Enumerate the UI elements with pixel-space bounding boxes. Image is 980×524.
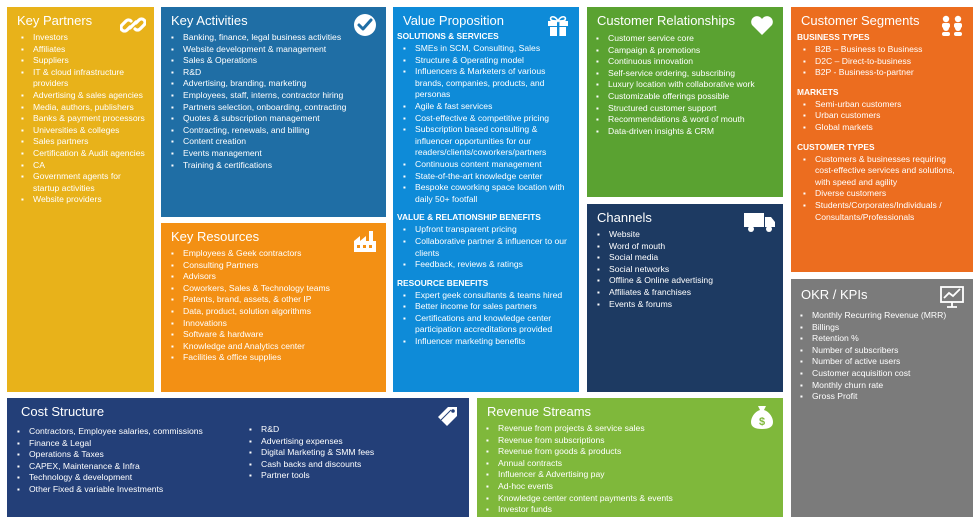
section-list	[793, 154, 969, 224]
section	[793, 87, 969, 134]
cost-structure-block	[7, 398, 469, 517]
list-item: ▪ Banking, finance, legal business activities	[171, 32, 381, 44]
revenue-streams-title: Revenue Streams	[487, 404, 592, 419]
list-item: ▪ Content creation	[171, 136, 381, 148]
list-item: ▪ Media, authors, publishers	[21, 102, 149, 114]
list-item: ▪ Sales partners	[21, 136, 149, 148]
customer-segments-sections	[793, 32, 969, 231]
list-item: ▪ CAPEX, Maintenance & Infra	[17, 461, 239, 473]
customer-relationships-block	[587, 7, 783, 197]
list-item: ▪ Affiliates & franchises	[597, 287, 780, 299]
list-item: ▪ Monthly Recurring Revenue (MRR)	[800, 310, 970, 322]
list-item: ▪ Annual contracts	[486, 458, 778, 470]
key-resources-block	[161, 223, 386, 392]
list-item: ▪ Partners selection, onboarding, contracting	[171, 102, 381, 114]
list-item: ▪ Finance & Legal	[17, 438, 239, 450]
section	[393, 278, 579, 348]
section-heading: SOLUTIONS & SERVICES	[397, 31, 499, 41]
customer-relationships-title: Customer Relationships	[597, 13, 736, 28]
list-item: ▪ Website providers	[21, 194, 149, 206]
list-item: ▪ Investors	[21, 32, 149, 44]
list-item: ▪ Operations & Taxes	[17, 449, 239, 461]
list-item: ▪ Advertising, branding, marketing	[171, 78, 381, 90]
cost-structure-list-right	[249, 424, 464, 482]
channels-title: Channels	[597, 210, 652, 225]
list-item: ▪ Events management	[171, 148, 381, 160]
list-item: ▪ Revenue from goods & products	[486, 446, 778, 458]
list-item: ▪ Collaborative partner & influencer to our clients	[403, 236, 575, 259]
list-item: ▪ Urban customers	[803, 110, 965, 122]
list-item: ▪ Universities & colleges	[21, 125, 149, 137]
list-item: ▪ SMEs in SCM, Consulting, Sales	[403, 43, 575, 55]
list-item: ▪ Expert geek consultants & teams hired	[403, 290, 575, 302]
list-item: ▪ Technology & development	[17, 472, 239, 484]
list-item: ▪ Monthly churn rate	[800, 380, 970, 392]
list-item: ▪ Number of active users	[800, 356, 970, 368]
list-item: ▪ IT & cloud infrastructure providers	[21, 67, 149, 90]
chart-board-icon	[939, 285, 965, 309]
money-bag-dollar: $	[758, 416, 766, 428]
list-item: ▪ Website development & management	[171, 44, 381, 56]
section	[793, 32, 969, 79]
list-item: ▪ Social networks	[597, 264, 780, 276]
key-resources-title: Key Resources	[171, 229, 260, 244]
list-item: ▪ Upfront transparent pricing	[403, 224, 575, 236]
key-activities-list	[171, 32, 381, 171]
channels-list	[597, 229, 780, 310]
section-heading: BUSINESS TYPES	[797, 32, 870, 42]
list-item: ▪ Diverse customers	[803, 188, 965, 200]
key-partners-block	[7, 7, 154, 392]
customer-relationships-list	[596, 33, 780, 137]
key-resources-list	[171, 248, 383, 364]
list-item: ▪ CA	[21, 160, 149, 172]
list-item: ▪ Affiliates	[21, 44, 149, 56]
list-item: ▪ Revenue from projects & service sales	[486, 423, 778, 435]
list-item: ▪ Customizable offerings possible	[596, 91, 780, 103]
list-item: ▪ Bespoke coworking space location with daily 50+ footfall	[403, 182, 575, 205]
list-item: ▪ R&D	[171, 67, 381, 79]
list-item: ▪ Students/Corporates/Individuals / Consultants/Professionals	[803, 200, 965, 223]
list-item: ▪ Campaign & promotions	[596, 45, 780, 57]
list-item: ▪ Digital Marketing & SMM fees	[249, 447, 464, 459]
customer-segments-block	[791, 7, 973, 272]
key-partners-list	[21, 32, 149, 206]
list-item: ▪ Gross Profit	[800, 391, 970, 403]
list-item: ▪ Facilities & office supplies	[171, 352, 383, 364]
section-heading: CUSTOMER TYPES	[797, 141, 875, 152]
list-item: ▪ Word of mouth	[597, 241, 780, 253]
list-item: ▪ Advisors	[171, 271, 383, 283]
list-item: ▪ Influencer marketing benefits	[403, 336, 575, 348]
section-list	[793, 44, 969, 79]
list-item: ▪ R&D	[249, 424, 464, 436]
list-item: ▪ Government agents for startup activities	[21, 171, 149, 194]
list-item: ▪ Knowledge center content payments & events	[486, 493, 778, 505]
list-item: ▪ Knowledge and Analytics center	[171, 341, 383, 353]
list-item: ▪ Better income for sales partners	[403, 301, 575, 313]
list-item: ▪ Employees & Geek contractors	[171, 248, 383, 260]
list-item: ▪ Employees, staff, interns, contractor hiring	[171, 90, 381, 102]
okr-kpis-block	[791, 279, 973, 517]
list-item: ▪ Customer service core	[596, 33, 780, 45]
list-item: ▪ Luxury location with collaborative work	[596, 79, 780, 91]
list-item: ▪ State-of-the-art knowledge center	[403, 171, 575, 183]
list-item: ▪ Customers & businesses requiring cost-effective services and solutions, with speed and agility	[803, 154, 965, 189]
section-heading: MARKETS	[797, 86, 839, 97]
list-item: ▪ Structured customer support	[596, 103, 780, 115]
list-item: ▪ Cash backs and discounts	[249, 459, 464, 471]
list-item: ▪ Contractors, Employee salaries, commissions	[17, 426, 239, 438]
customer-segments-title: Customer Segments	[801, 13, 920, 28]
channels-block	[587, 204, 783, 392]
list-item: ▪ Suppliers	[21, 55, 149, 67]
revenue-streams-list	[486, 423, 778, 516]
list-item: ▪ Self-service ordering, subscribing	[596, 68, 780, 80]
list-item: ▪ Recommendations & word of mouth	[596, 114, 780, 126]
list-item: ▪ Contracting, renewals, and billing	[171, 125, 381, 137]
section	[393, 31, 579, 205]
key-activities-title: Key Activities	[171, 13, 248, 28]
revenue-streams-block	[477, 398, 783, 517]
value-proposition-block	[393, 7, 579, 392]
section-list	[393, 290, 579, 348]
list-item: ▪ Subscription based consulting & influencer opportunities for our readers/clients/coworkers/partners	[403, 124, 575, 159]
list-item: ▪ Quotes & subscription management	[171, 113, 381, 125]
list-item: ▪ Revenue from subscriptions	[486, 435, 778, 447]
list-item: ▪ B2B – Business to Business	[803, 44, 965, 56]
key-partners-title: Key Partners	[17, 13, 93, 28]
list-item: ▪ Ad-hoc events	[486, 481, 778, 493]
okr-kpis-title: OKR / KPIs	[801, 287, 868, 302]
section	[393, 212, 579, 270]
list-item: ▪ Banks & payment processors	[21, 113, 149, 125]
list-item: ▪ Data, product, solution algorithms	[171, 306, 383, 318]
okr-kpis-list	[800, 310, 970, 403]
list-item: ▪ Feedback, reviews & ratings	[403, 259, 575, 271]
list-item: ▪ Partner tools	[249, 470, 464, 482]
list-item: ▪ Structure & Operating model	[403, 55, 575, 67]
list-item: ▪ D2C – Direct-to-business	[803, 56, 965, 68]
cost-structure-title: Cost Structure	[21, 404, 105, 419]
list-item: ▪ Sales & Operations	[171, 55, 381, 67]
list-item: ▪ Certification & Audit agencies	[21, 148, 149, 160]
list-item: ▪ Data-driven insights & CRM	[596, 126, 780, 138]
list-item: ▪ Coworkers, Sales & Technology teams	[171, 283, 383, 295]
list-item: ▪ Agile & fast services	[403, 101, 575, 113]
list-item: ▪ Certifications and knowledge center participation accreditations provided	[403, 313, 575, 336]
list-item: ▪ Billings	[800, 322, 970, 334]
list-item: ▪ Offline & Online advertising	[597, 275, 780, 287]
list-item: ▪ Patents, brand, assets, & other IP	[171, 294, 383, 306]
list-item: ▪ Advertising & sales agencies	[21, 90, 149, 102]
list-item: ▪ Continuous innovation	[596, 56, 780, 68]
section-heading: VALUE & RELATIONSHIP BENEFITS	[397, 212, 541, 223]
list-item: ▪ Investor funds	[486, 504, 778, 516]
list-item: ▪ Training & certifications	[171, 160, 381, 172]
list-item: ▪ Cost-effective & competitive pricing	[403, 113, 575, 125]
list-item: ▪ Global markets	[803, 122, 965, 134]
list-item: ▪ Innovations	[171, 318, 383, 330]
cost-structure-list-left	[17, 426, 239, 496]
section	[793, 142, 969, 224]
list-item: ▪ Consulting Partners	[171, 260, 383, 272]
list-item: ▪ Continuous content management	[403, 159, 575, 171]
list-item: ▪ Influencers & Marketers of various brands, companies, products, and personas	[403, 66, 575, 101]
section-list	[393, 224, 579, 270]
value-proposition-sections	[393, 31, 579, 355]
list-item: ▪ Social media	[597, 252, 780, 264]
list-item: ▪ Website	[597, 229, 780, 241]
key-activities-block	[161, 7, 386, 217]
list-item: ▪ Advertising expenses	[249, 436, 464, 448]
list-item: ▪ Semi-urban customers	[803, 99, 965, 111]
list-item: ▪ B2P - Business-to-partner	[803, 67, 965, 79]
value-proposition-title: Value Proposition	[403, 13, 504, 28]
list-item: ▪ Retention %	[800, 333, 970, 345]
list-item: ▪ Number of subscribers	[800, 345, 970, 357]
section-heading: RESOURCE BENEFITS	[397, 277, 489, 288]
list-item: ▪ Customer acquisition cost	[800, 368, 970, 380]
list-item: ▪ Events & forums	[597, 299, 780, 311]
list-item: ▪ Influencer & Advertising pay	[486, 469, 778, 481]
section-list	[793, 99, 969, 134]
list-item: ▪ Software & hardware	[171, 329, 383, 341]
section-list	[393, 43, 579, 205]
list-item: ▪ Other Fixed & variable Investments	[17, 484, 239, 496]
